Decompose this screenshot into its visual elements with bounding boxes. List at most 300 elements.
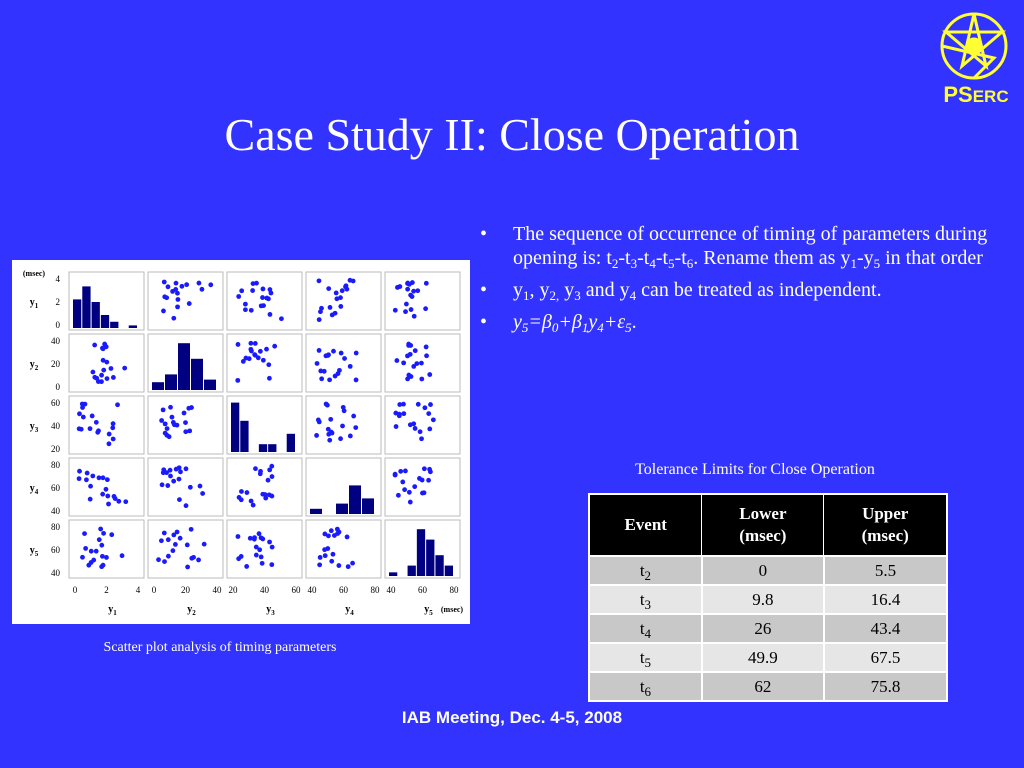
scatter-point [159,418,164,423]
scatter-point [81,415,86,420]
column-tick-label: 80 [449,585,459,595]
scatter-point [101,563,106,568]
scatter-point [412,314,417,319]
bullet-item: • The sequence of occurrence of timing of parameters during opening is: $t_2-t_3-t_4-t_5-t_6$. Rename them as $y_1-y_5$ in that order [480,223,988,271]
table-row [589,672,947,701]
scatter-point [187,428,192,433]
scatter-point [163,431,168,436]
scatter-point [413,348,418,353]
scatter-point [351,279,356,284]
scatter-point [333,311,338,316]
scatter-point [197,281,202,286]
scatter-point [92,375,97,380]
column-variable-label: $y_2$ [187,604,196,617]
scatter-point [252,535,257,540]
scatter-point [348,364,353,369]
scatter-point [427,467,432,472]
column-variable-label: $y_4$ [345,604,354,617]
slide-footer: IAB Meeting, Dec. 4-5, 2008 [401,708,623,727]
scatter-point [104,360,109,365]
row-variable-label: $y_1$ [29,297,39,310]
scatter-point [279,316,284,321]
scatter-point [160,482,165,487]
table-row [589,585,947,614]
scatter-point [111,437,116,442]
scatter-point [243,307,248,312]
scatter-point [100,554,105,559]
scatter-point [322,547,327,552]
scatter-point [183,429,188,434]
column-tick-label: 40 [386,585,396,595]
histogram-bar [152,382,164,390]
scatter-point [80,555,85,560]
scatter-point [264,296,269,301]
scatter-point [403,469,408,474]
scatter-point [198,484,203,489]
histogram-bar [268,444,276,452]
scatter-point [409,307,414,312]
row-tick-label: 60 [51,398,60,408]
scatter-point [162,531,167,536]
scatter-point [395,285,400,290]
lower-cell: 62 [702,672,824,701]
scatter-point [170,548,175,553]
histogram-bar [110,322,118,328]
scatter-point [326,286,331,291]
scatter-point [200,287,205,292]
scatter-point [338,436,343,441]
scatter-point [88,497,93,502]
event-cell: $t_2$ [589,556,702,585]
scatter-point [196,558,201,563]
scatter-point [346,564,351,569]
matrix-cell [69,520,144,578]
histogram-bar [362,498,374,514]
scatter-point [401,411,406,416]
scatter-point [317,278,322,283]
scatter-point [408,500,413,505]
pserc-logo-text: PSERC [943,82,1009,107]
scatter-point [184,503,189,508]
column-tick-label: 40 [260,585,269,595]
upper-cell: 5.5 [824,556,947,585]
scatter-point [428,402,433,407]
scatter-point [331,552,336,557]
scatter-point [328,305,333,310]
column-variable-label: $y_3$ [266,604,275,617]
scatter-point [208,282,213,287]
scatter-point [350,561,355,566]
scatter-point [315,361,320,366]
histogram-bar [129,325,137,328]
scatter-point [420,478,425,483]
scatter-point [419,361,424,366]
scatter-point [159,538,164,543]
lower-cell: 49.9 [702,643,824,672]
scatter-point [393,473,398,478]
scatter-point [244,356,249,361]
scatter-point [394,358,399,363]
histogram-bar [231,403,239,452]
event-cell: $t_6$ [589,672,702,701]
table-row [589,643,947,672]
scatter-point [79,427,84,432]
matrix-cell [148,272,223,330]
scatter-point [88,484,93,489]
scatter-point [120,553,125,558]
column-tick-label: 60 [339,585,348,595]
scatter-point [253,341,258,346]
scatter-point [94,549,99,554]
row-tick-label: 40 [51,506,60,516]
scatter-point [314,433,319,438]
scatter-point [261,358,266,363]
histogram-bar [389,572,397,576]
scatter-point [107,432,112,437]
scatter-point [177,477,182,482]
histogram-bar [73,299,81,328]
scatter-point [163,421,168,426]
scatter-point [248,341,253,346]
event-cell: $t_5$ [589,643,702,672]
scatter-point [184,466,189,471]
scatter-point [162,294,167,299]
scatter-point [408,352,413,357]
scatter-point [239,288,244,293]
scatter-point [174,467,179,472]
scatter-point [171,316,176,321]
column-tick-label: 0 [72,585,78,595]
scatter-point [418,429,423,434]
scatter-point [419,377,424,382]
scatter-point [419,436,424,441]
scatter-point [183,420,188,425]
scatter-point [431,417,436,422]
scatter-point [168,468,173,473]
row-tick-label: 0 [55,320,60,330]
scatter-point [339,351,344,356]
row-tick-label: 20 [51,359,60,369]
histogram-bar [417,529,425,576]
scatter-point [102,342,107,347]
histogram-bar [310,509,322,514]
scatter-point [175,304,180,309]
scatter-point [424,281,429,286]
histogram-bar [349,485,361,514]
matrix-cell [385,272,460,330]
scatter-caption: Scatter plot analysis of timing parameters [103,640,337,655]
histogram-bar [204,380,216,390]
scatter-point [239,489,244,494]
scatter-point [267,540,272,545]
scatter-point [92,343,97,348]
scatter-point [243,302,248,307]
histogram-bar [165,374,177,390]
scatter-point [318,555,323,560]
scatter-point [269,562,274,567]
scatter-point [249,499,254,504]
scatter-point [236,534,241,539]
scatter-point [244,564,249,569]
scatter-point [101,346,106,351]
scatter-point [184,282,189,287]
column-unit-label: (msec) [440,605,464,614]
scatter-point [404,302,409,307]
scatter-point [403,309,408,314]
scatter-point [168,474,173,479]
scatter-point [414,361,419,366]
scatter-point [95,430,100,435]
scatter-point [401,360,406,365]
scatter-point [260,295,265,300]
scatter-point [257,531,262,536]
upper-cell: 75.8 [824,672,947,701]
scatter-point [270,474,275,479]
scatter-point [109,366,114,371]
scatter-point [266,362,271,367]
header-event: Event [589,494,702,556]
header-upper: Upper (msec) [824,494,947,556]
lower-cell: 26 [702,614,824,643]
histogram-bar [92,302,100,328]
scatter-point [342,356,347,361]
column-variable-label: $y_5$ [424,604,433,617]
scatter-point [342,408,347,413]
scatter-point [89,549,94,554]
scatter-point [328,417,333,422]
lower-cell: 9.8 [702,585,824,614]
scatter-point [331,349,336,354]
matrix-cell [227,458,302,516]
row-tick-label: 60 [51,545,60,555]
scatter-point [77,411,82,416]
table-caption: Tolerance Limits for Close Operation [635,461,875,478]
scatter-point [168,405,173,410]
scatter-point [186,406,191,411]
scatter-point [340,424,345,429]
scatter-point [261,303,266,308]
scatter-point [325,403,330,408]
row-tick-label: 80 [51,522,60,532]
scatter-point [249,308,254,313]
scatter-point [77,476,82,481]
scatter-point [258,349,263,354]
scatter-point [185,565,190,570]
scatter-point [98,527,103,532]
scatter-point [110,425,115,430]
scatter-point [104,487,109,492]
scatter-point [100,492,105,497]
scatter-point [173,542,178,547]
scatter-point [91,370,96,375]
scatter-point [84,477,89,482]
scatter-point [202,542,207,547]
scatter-point [266,478,271,483]
scatter-point [426,478,431,483]
scatter-point [111,375,116,380]
scatter-point [189,527,194,532]
scatter-point [166,554,171,559]
scatter-point [83,546,88,551]
scatter-point [398,469,403,474]
scatter-point [416,402,421,407]
scatter-point [85,471,90,476]
scatter-point [97,537,102,542]
scatter-point [317,348,322,353]
column-tick-label: 60 [418,585,427,595]
row-tick-label: 40 [51,336,60,346]
scatter-point [176,297,181,302]
scatter-point [122,366,127,371]
scatter-point [178,536,183,541]
event-cell: $t_4$ [589,614,702,643]
row-variable-label: $y_2$ [29,359,39,372]
scatter-point [348,434,353,439]
scatter-point [239,497,244,502]
column-tick-label: 0 [151,585,157,595]
row-tick-label: 60 [51,483,60,493]
scatter-point [260,537,265,542]
scatter-point [235,378,240,383]
scatter-point [407,490,412,495]
scatter-point [411,421,416,426]
scatter-point [83,402,88,407]
scatter-point [236,342,241,347]
scatter-point [90,474,95,479]
row-variable-label: $y_4$ [29,483,39,496]
scatter-point [393,308,398,313]
scatter-point [268,312,273,317]
row-tick-label: 2 [55,297,60,307]
upper-cell: 16.4 [824,585,947,614]
scatter-point [107,441,112,446]
scatter-point [400,480,405,485]
column-tick-label: 80 [370,585,380,595]
row-tick-label: 4 [55,274,60,284]
scatter-point [82,531,87,536]
scatter-point [336,563,341,568]
scatter-point [424,353,429,358]
row-tick-label: 40 [51,568,60,578]
scatter-point [325,353,330,358]
matrix-cell [227,520,302,578]
scatter-point [254,545,259,550]
scatter-point [405,281,410,286]
scatter-point [319,306,324,311]
table-row [589,556,947,585]
scatter-point [396,493,401,498]
scatter-point [427,372,432,377]
matrix-cell [148,396,223,454]
histogram-bar [259,444,267,452]
scatter-point [236,294,241,299]
histogram-bar [178,343,190,390]
scatter-point [408,293,413,298]
scatter-point [338,304,343,309]
column-tick-label: 40 [212,585,222,595]
scatter-point [427,427,432,432]
scatter-point [113,496,118,501]
scatter-point [253,353,258,358]
scatter-point [175,291,180,296]
scatter-point [397,412,402,417]
scatter-point [334,291,339,296]
scatter-point [165,483,170,488]
scatter-point [335,531,340,536]
tolerance-table [588,493,948,702]
scatter-point [109,532,114,537]
row-unit-label: (msec) [22,269,46,278]
scatter-point [177,497,182,502]
scatter-point [267,467,272,472]
scatter-point [161,309,166,314]
scatter-point [200,491,205,496]
scatter-point [171,479,176,484]
scatter-point [105,376,110,381]
scatter-point [269,291,274,296]
scatter-point [254,553,259,558]
scatter-point [264,347,269,352]
scatter-point [323,553,328,558]
scatter-point [326,427,331,432]
histogram-bar [287,434,295,452]
scatter-point [165,426,170,431]
scatter-point [250,288,255,293]
scatter-point [270,545,275,550]
scatter-point [259,554,264,559]
scatter-point [105,477,110,482]
scatter-point [156,557,161,562]
scatter-point [94,420,99,425]
scatter-point [162,280,167,285]
scatter-point [272,344,277,349]
scatter-point [174,281,179,286]
scatter-point [182,411,187,416]
scatter-point [413,426,418,431]
scatter-point [412,484,417,489]
scatter-point [344,283,349,288]
bullet-item: • $y_1$, $y_{2,}$ $y_3$ and $y_4$ can be treated as independent. [480,279,882,303]
upper-cell: 67.5 [824,643,947,672]
matrix-cell [227,272,302,330]
scatter-point [90,414,95,419]
scatter-point [354,378,359,383]
scatter-point [161,467,166,472]
scatter-point [251,503,256,508]
bullet-list [478,222,998,342]
scatter-point [319,376,324,381]
scatter-point [261,287,266,292]
histogram-bar [240,421,248,452]
scatter-point [424,345,429,350]
scatter-point [422,490,427,495]
scatter-point [335,527,340,532]
scatter-point [123,499,128,504]
row-tick-label: 0 [55,382,60,392]
scatter-point [162,559,167,564]
column-tick-label: 20 [181,585,190,595]
matrix-cell [306,520,381,578]
scatter-point [239,554,244,559]
scatter-point [409,374,414,379]
column-tick-label: 60 [291,585,301,595]
scatter-point [258,469,263,474]
scatter-point [402,487,407,492]
scatter-point [251,281,256,286]
scatter-point [318,369,323,374]
scatter-point [97,475,102,480]
row-tick-label: 80 [51,460,60,470]
